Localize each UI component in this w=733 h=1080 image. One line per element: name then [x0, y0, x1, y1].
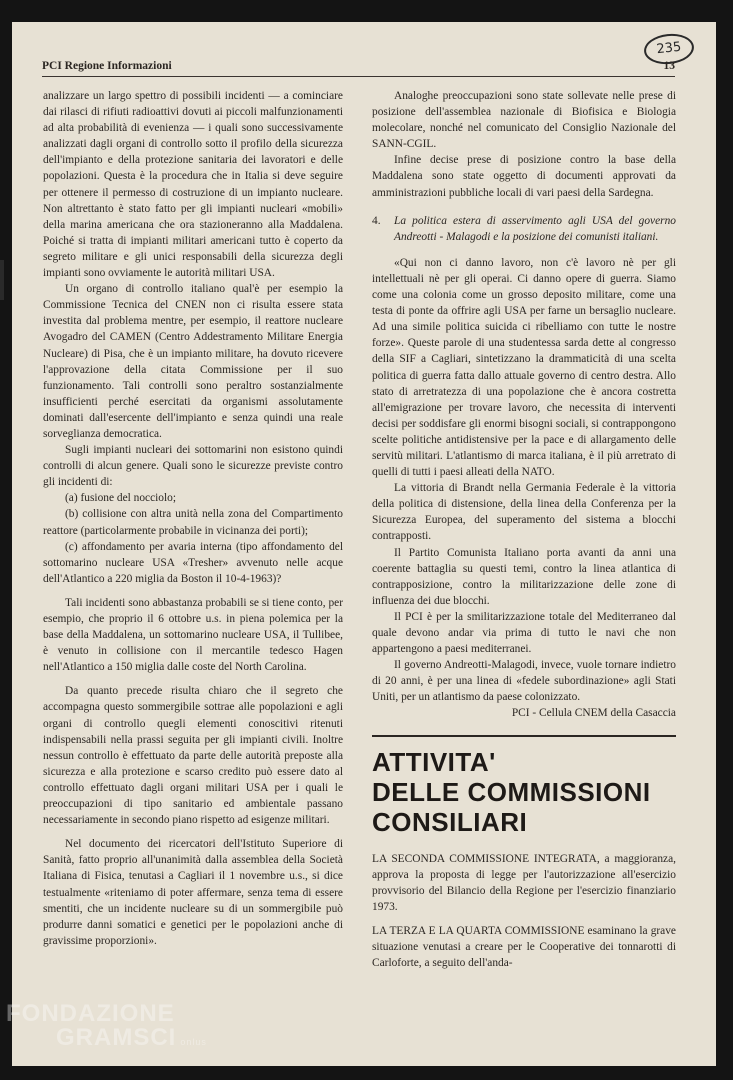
paragraph: Il PCI è per la smilitarizzazione totale del Mediterraneo dal quale devono andar via prima di tutto le navi che non appartengono a paesi mediterranei.	[372, 610, 676, 656]
paragraph: Il governo Andreotti-Malagodi, invece, vuole tornare indietro di 20 anni, è per una linea di «fedele subordinazione» agli Stati Uniti, per un atlantismo da paese colonizzato.	[372, 659, 676, 704]
paragraph: Sugli impianti nucleari dei sottomarini non esistono quindi controlli di alcun genere. Quali sono le sicurezze previste contro gli incidenti di:	[43, 444, 343, 489]
paragraph: analizzare un largo spettro di possibili incidenti — a cominciare dai rilasci di rifiuti radioattivi dovuti ai piccoli malfunzionamenti ad alta probabilità di evenienza — i quali sono successivamente analizzati dagli organi di controllo sotto il profilo della sicurezza dell'impianto e della protezione sanitaria dei lavoratori e delle popolazioni. Questa è la procedura che in Italia si deve seguire per ottenere il permesso di costruzione di un impianto nucleare. Non altrettanto è stato fatto per gli impianti nucleari «mobili» della marina americana che ora stazioneranno alla Maddalena. Poiché si tratta di impianti militari americani tutto è coperto da segreto militare e gli unici responsabili della sicurezza degli impianti sono ovviamente le autorità militari USA.	[43, 90, 343, 280]
paragraph: Un organo di controllo italiano qual'è per esempio la Commissione Tecnica del CNEN non ci risulta essere stata investita dal problema mentre, per esempio, il reattore nucleare Avogadro del CAMEN (Centro Addestramento Militare Energia Nucleare) di Pisa, che è un impianto militare, ha dovuto ricevere l'approvazione della citata Commissione per il suo funzionamento. Tali controlli sono peraltro sostanzialmente insufficienti perché esercitati da organismi assolutamente dominati dall'esercente dell'impianto e senza quindi una reale sorveglianza democratica.	[43, 283, 343, 440]
section-number: 4.	[372, 214, 381, 227]
page-header	[42, 60, 675, 76]
handwritten-page-number: 235	[643, 31, 696, 66]
watermark-suffix: onlus	[180, 1037, 207, 1047]
section-divider	[372, 735, 676, 737]
paragraph: Da quanto precede risulta chiaro che il segreto che accompagna questo sommergibile sottrae alle popolazioni e agli organi di controllo quegli elementi conoscitivi ritenuti indispensabili nella prassi seguita per gli impianti civili. Inoltre nessun controllo è effettuato da parte delle autorità preposte alla sicurezza e alla protezione e scarso credito può essere dato al controllo effettuato dagli organi militari USA per i quali le preoccupazioni di tipo sanitario ed ambientale passano necessariamente in secondo piano rispetto ad esigenze militari.	[43, 685, 343, 827]
watermark-line1: FONDAZIONE	[6, 1000, 175, 1027]
paragraph: LA SECONDA COMMISSIONE INTEGRATA, a maggioranza, approva la proposta di legge per l'autorizzazione all'esercizio provvisorio del Bilancio della Regione per l'esercizio finanziario 1973.	[372, 852, 676, 913]
paragraph: Il Partito Comunista Italiano porta avanti da anni una coerente battaglia su questi temi, contro la linea atlantica di contrapposizione, contro la militarizzazione delle zone di influenza dei due blocchi.	[372, 546, 676, 607]
document-page	[12, 22, 716, 1066]
big-title-line: CONSILIARI	[372, 806, 528, 837]
paragraph: La vittoria di Brandt nella Germania Federale è la vittoria della politica di distensione, della linea della Conferenza per la Sicurezza Europea, del superamento del sistema a blocchi contrapposti.	[372, 482, 676, 543]
section-heading	[372, 213, 676, 245]
left-column	[43, 88, 343, 949]
paragraph: Infine decise prese di posizione contro la base della Maddalena sono state oggetto di documenti approvati da amministrazioni pubbliche locali di vari paesi della Sardegna.	[372, 154, 676, 199]
watermark-line2: GRAMSCI	[56, 1024, 177, 1051]
list-item: (b) collisione con altra unità nella zona del Compartimento reattore (particolarmente probabile in vicinanza dei porti);	[43, 508, 343, 537]
section-title: La politica estera di asservimento agli USA del governo Andreotti - Malagodi e la posizione dei comunisti italiani.	[394, 214, 676, 243]
header-title: PCI Regione Informazioni	[42, 60, 172, 72]
paragraph: Analoghe preoccupazioni sono state sollevate nelle prese di posizione dell'assemblea nazionale di Biofisica e Biologia molecolare, nonché nel comunicato del Consiglio Nazionale del SANN-CGIL.	[372, 90, 676, 151]
big-title-line: ATTIVITA'	[372, 746, 496, 777]
section-big-title	[372, 747, 676, 837]
paragraph: LA TERZA E LA QUARTA COMMISSIONE esaminano la grave situazione venutasi a creare per le Cooperative dei tonnarotti di Carloforte, a seguito dell'anda-	[372, 924, 676, 970]
page-number: 13	[663, 60, 675, 72]
list-item: (a) fusione del nocciolo;	[65, 492, 177, 505]
paragraph: Nel documento dei ricercatori dell'Istituto Superiore di Sanità, fatto proprio all'unanimità dalla assemblea della Società Italiana di Fisica, tenutasi a Cagliari il 1 novembre u.s., si dice testualmente «riteniamo di poter affermare, senza tema di essere smentiti, che un incidente nucleare su di un sommergibile può produrre danni somatici e genetici per le popolazioni anche di gravissime proporzioni».	[43, 838, 343, 947]
list-item: (c) affondamento per avaria interna (tipo affondamento del sottomarino nucleare USA «Tresher» avvenuto nelle acque dell'Atlantico a 220 miglia da Boston il 10-4-1963)?	[43, 540, 343, 585]
binding-mark	[0, 260, 4, 300]
signature: PCI - Cellula CNEM della Casaccia	[511, 707, 676, 720]
right-column	[372, 88, 676, 971]
big-title-line: DELLE COMMISSIONI	[372, 776, 651, 807]
paragraph: «Qui non ci danno lavoro, non c'è lavoro nè per gli intellettuali nè per gli operai. Ci danno opere di guerra. Siamo come una colonia come un grosso deposito militare, come una testa di ponte da offrire agli USA per farne un bersaglio nucleare. Ad una simile politica suicida ci ribelliamo con tutte le nostre forze». Queste parole di una studentessa sarda dette al congresso della SIF a Cagliari, sintetizzano la drammaticità di una scelta politica di guerra fatta dallo attuale governo di centro destra. Allo stato di arretratezza di una popolazione che è ancora costretta all'emigrazione per trovare lavoro, che necessita di interventi decisi per soddisfare gli enormi bisogni sociali, si contrappongono scelte politiche antidistensive per la pace e di allargamento delle servitù militari. L'atlantismo di marca italiana, è il più arretrato di quelli di tutti i paesi alleati della NATO.	[372, 256, 676, 479]
header-rule	[42, 76, 675, 77]
watermark	[6, 1000, 207, 1052]
paragraph: Tali incidenti sono abbastanza probabili se si tiene conto, per esempio, che proprio il 6 ottobre u.s. in piena polemica per la base della Maddalena, un sottomarino nucleare USA, il Tullibee, è venuto in collisione con il mercantile tedesco Hagen nell'Atlantico a 150 miglia dalle coste del North Carolina.	[43, 596, 343, 674]
